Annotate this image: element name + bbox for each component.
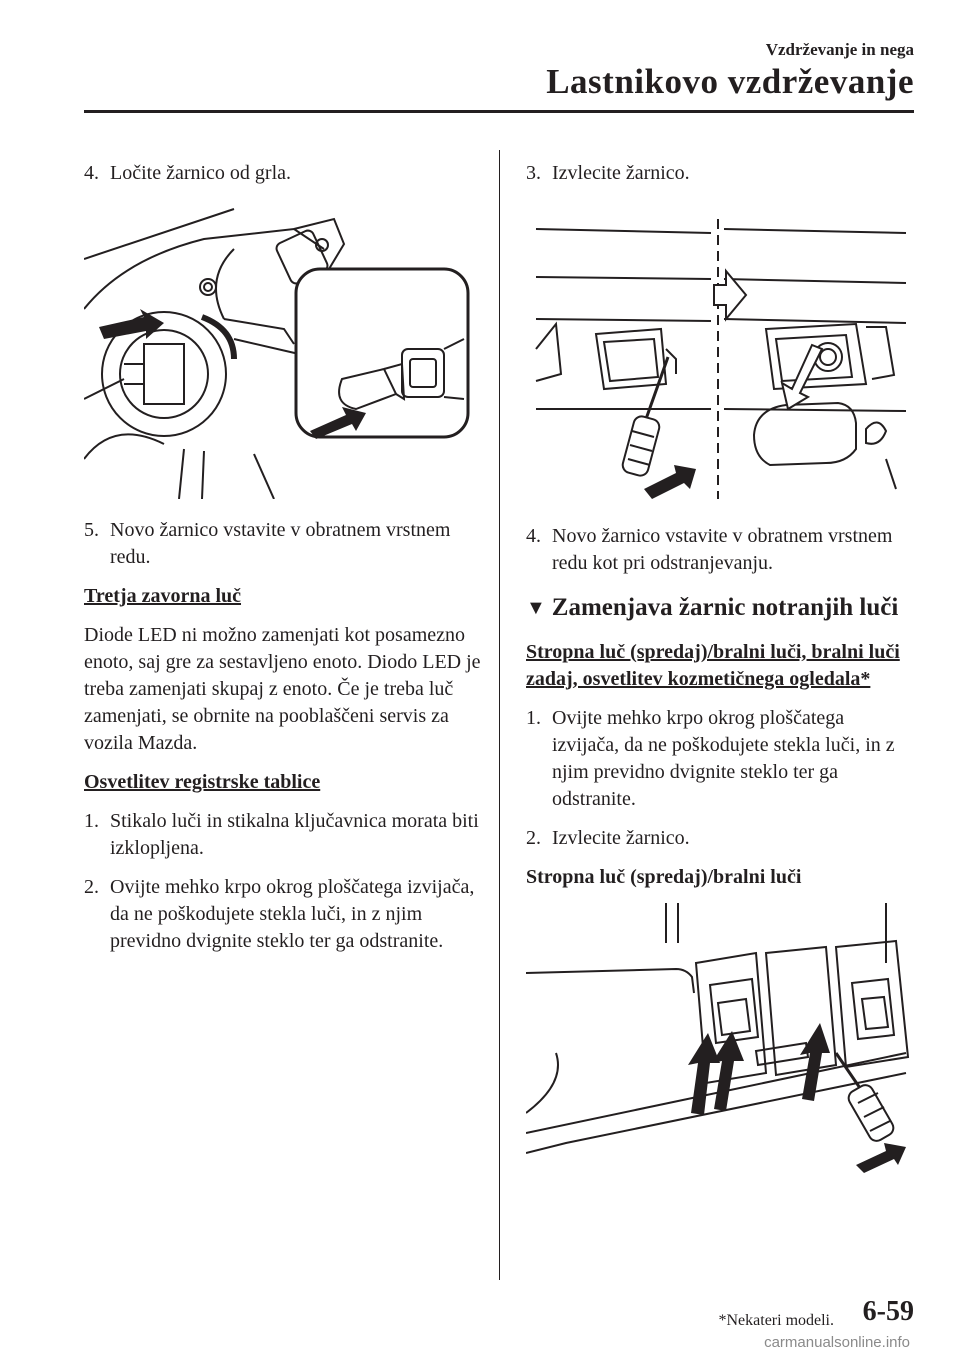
subheading-map-lights: Stropna luč (spredaj)/bralni luči, bralni luči zadaj, osvetlitev kozmetičnega ogledala* [526,641,900,690]
right-column [526,160,916,1183]
step-number: 2. [84,876,99,898]
step-4-right [526,523,916,577]
step-text: Novo žarnico vstavite v obratnem vrstnem redu kot pri odstranjevanju. [552,525,893,574]
step-1-right [526,705,916,813]
page-number: 6-59 [862,1296,914,1327]
step-2 [84,874,484,955]
header-title: Lastnikovo vzdrževanje [546,62,914,101]
step-text: Ovijte mehko krpo okrog ploščatega izvijača, da ne poškodujete stekla luči, in z njim previdno dvignite steklo ter ga odstranite. [552,707,895,810]
license-plate-bulb-illustration [526,199,916,499]
step-text: Izvlecite žarnico. [552,827,690,849]
watermark: carmanualsonline.info [764,1334,910,1351]
step-text: Novo žarnico vstavite v obratnem vrstnem redu. [110,519,451,568]
header-section: Vzdrževanje in nega [765,40,914,59]
paragraph-led: Diode LED ni možno zamenjati kot posamezno enoto, saj gre za sestavljeno enoto. Diodo LED je treba zamenjati skupaj z enoto. Če je treba luč zamenjati, se obrnite na pooblaščeni servis za vozila Mazda. [84,624,481,754]
step-number: 4. [526,525,541,547]
step-number: 4. [84,162,99,184]
step-number: 5. [84,519,99,541]
step-text: Ovijte mehko krpo okrog ploščatega izvijača, da ne poškodujete stekla luči, in z njim previdno dvignite steklo ter ga odstranite. [110,876,475,952]
step-number: 1. [526,707,541,729]
column-divider [499,150,500,1280]
step-3 [526,160,916,187]
step-2-right [526,825,916,852]
step-text: Stikalo luči in stikalna ključavnica morata biti izklopljena. [110,810,479,859]
step-number: 2. [526,827,541,849]
figure-caption: Stropna luč (spredaj)/bralni luči [526,866,802,888]
map-light-illustration [526,903,916,1183]
step-number: 3. [526,162,541,184]
step-1 [84,808,484,862]
step-text: Ločite žarnico od grla. [110,162,292,184]
step-5 [84,517,484,571]
header-rule [84,110,914,113]
section-title: Zamenjava žarnic notranjih luči [551,594,899,621]
step-number: 1. [84,810,99,832]
step-4 [84,160,484,187]
bulb-socket-illustration [84,199,474,499]
step-text: Izvlecite žarnico. [552,162,690,184]
footer-note: *Nekateri modeli. [718,1312,834,1329]
left-column [84,160,484,967]
subheading-license-plate-light: Osvetlitev registrske tablice [84,771,321,793]
triangle-marker-icon: ▼ [526,597,546,619]
section-heading-interior-lights [526,593,916,623]
subheading-third-brake-light: Tretja zavorna luč [84,585,242,607]
